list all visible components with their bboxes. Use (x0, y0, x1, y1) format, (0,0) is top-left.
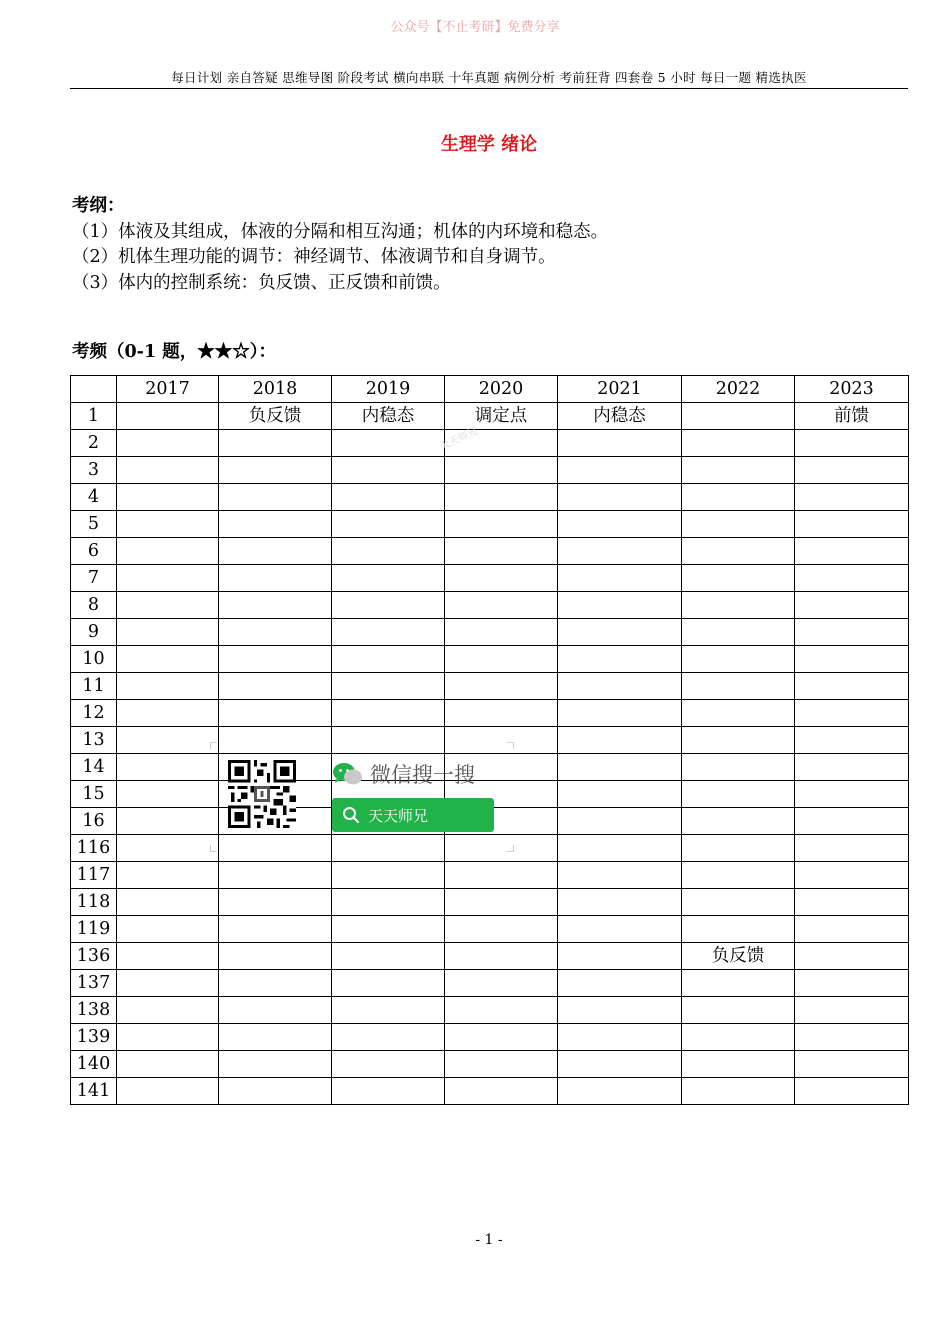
table-cell (332, 565, 445, 592)
table-row (71, 646, 909, 673)
table-cell (795, 889, 909, 916)
question-number-cell: 3 (71, 457, 117, 484)
table-cell (558, 1024, 682, 1051)
table-cell (332, 943, 445, 970)
table-cell (795, 835, 909, 862)
table-cell (682, 592, 795, 619)
page-title: 生理学 绪论 (440, 134, 538, 155)
table-cell (219, 484, 332, 511)
header-corner-cell (71, 376, 117, 403)
table-cell (219, 943, 332, 970)
year-header-cell: 2020 (445, 376, 558, 403)
question-number-cell: 137 (71, 970, 117, 997)
table-cell (117, 403, 219, 430)
table-cell (219, 970, 332, 997)
table-cell (795, 997, 909, 1024)
table-cell (558, 673, 682, 700)
table-cell (117, 916, 219, 943)
table-cell (682, 916, 795, 943)
syllabus-item: （1）体液及其组成，体液的分隔和相互沟通；机体的内环境和稳态。 (72, 221, 609, 242)
table-cell (795, 646, 909, 673)
table-cell (795, 943, 909, 970)
table-cell (332, 700, 445, 727)
table-cell (332, 646, 445, 673)
table-cell (795, 970, 909, 997)
table-row (71, 403, 909, 430)
table-cell (219, 592, 332, 619)
table-cell (558, 997, 682, 1024)
table-cell: 负反馈 (219, 403, 332, 430)
frequency-label: 考频（0-1 题，★★☆）： (72, 342, 276, 362)
table-cell (117, 970, 219, 997)
table-cell (332, 889, 445, 916)
table-cell (219, 565, 332, 592)
table-row (71, 1078, 909, 1105)
table-row (71, 565, 909, 592)
table-cell (795, 808, 909, 835)
table-cell (682, 727, 795, 754)
table-cell (445, 592, 558, 619)
table-cell (445, 565, 558, 592)
table-cell (117, 511, 219, 538)
table-row (71, 1051, 909, 1078)
search-icon (342, 806, 360, 824)
year-header-cell: 2018 (219, 376, 332, 403)
table-cell (219, 511, 332, 538)
table-cell (795, 1024, 909, 1051)
table-cell (445, 916, 558, 943)
table-cell (795, 565, 909, 592)
question-number-cell: 117 (71, 862, 117, 889)
table-cell (117, 592, 219, 619)
question-number-cell: 6 (71, 538, 117, 565)
table-cell: 内稳态 (332, 403, 445, 430)
table-cell (117, 1051, 219, 1078)
wechat-search-text: 微信搜一搜 (370, 763, 475, 787)
table-cell (117, 484, 219, 511)
table-cell (795, 916, 909, 943)
table-cell (558, 592, 682, 619)
table-cell (332, 511, 445, 538)
table-cell (332, 997, 445, 1024)
question-number-cell: 116 (71, 835, 117, 862)
table-cell (219, 673, 332, 700)
table-cell (558, 1051, 682, 1078)
table-row (71, 673, 909, 700)
table-cell (219, 646, 332, 673)
table-cell (219, 700, 332, 727)
table-cell (682, 430, 795, 457)
table-cell (445, 1078, 558, 1105)
table-cell (682, 673, 795, 700)
table-cell (558, 916, 682, 943)
question-number-cell: 8 (71, 592, 117, 619)
table-cell (445, 484, 558, 511)
table-cell (332, 484, 445, 511)
table-cell (117, 700, 219, 727)
header-links: 每日计划 亲自答疑 思维导图 阶段考试 横向串联 十年真题 病例分析 考前狂背 四套卷 5 小时 每日一题 精选执医 (171, 70, 807, 85)
table-header-row (71, 376, 909, 403)
table-cell (682, 619, 795, 646)
question-number-cell: 11 (71, 673, 117, 700)
table-cell (682, 754, 795, 781)
table-cell (558, 754, 682, 781)
table-cell (445, 1051, 558, 1078)
table-cell (682, 1024, 795, 1051)
corner-mark (507, 845, 514, 852)
table-row (71, 457, 909, 484)
table-cell (117, 754, 219, 781)
table-cell (558, 808, 682, 835)
table-cell (117, 673, 219, 700)
table-cell (445, 1024, 558, 1051)
question-number-cell: 2 (71, 430, 117, 457)
table-row (71, 700, 909, 727)
table-cell (558, 862, 682, 889)
table-cell (558, 889, 682, 916)
question-number-cell: 7 (71, 565, 117, 592)
table-cell (558, 943, 682, 970)
table-cell (558, 538, 682, 565)
year-header-cell: 2017 (117, 376, 219, 403)
table-cell (219, 430, 332, 457)
search-button[interactable] (332, 798, 494, 832)
table-row (71, 970, 909, 997)
table-cell (795, 673, 909, 700)
wechat-icon (332, 762, 364, 786)
table-row (71, 916, 909, 943)
table-cell (117, 862, 219, 889)
table-row (71, 943, 909, 970)
table-cell (332, 430, 445, 457)
table-cell (558, 646, 682, 673)
table-cell (795, 781, 909, 808)
table-cell (795, 1051, 909, 1078)
table-cell (795, 754, 909, 781)
question-number-cell: 140 (71, 1051, 117, 1078)
syllabus-item: （2）机体生理功能的调节：神经调节、体液调节和自身调节。 (72, 247, 556, 267)
table-cell (117, 430, 219, 457)
table-cell (795, 430, 909, 457)
question-number-cell: 118 (71, 889, 117, 916)
question-number-cell: 136 (71, 943, 117, 970)
table-cell (558, 430, 682, 457)
question-number-cell: 141 (71, 1078, 117, 1105)
question-number-cell: 5 (71, 511, 117, 538)
table-cell (445, 889, 558, 916)
table-cell (445, 457, 558, 484)
faint-stamp: 天天师兄 (438, 425, 480, 453)
table-cell (682, 403, 795, 430)
table-cell (117, 943, 219, 970)
table-cell (795, 511, 909, 538)
table-cell (682, 835, 795, 862)
table-cell (117, 565, 219, 592)
table-cell (682, 970, 795, 997)
table-cell (795, 727, 909, 754)
question-number-cell: 138 (71, 997, 117, 1024)
table-cell (445, 862, 558, 889)
table-cell (682, 1051, 795, 1078)
question-number-cell: 4 (71, 484, 117, 511)
table-cell: 调定点 (445, 403, 558, 430)
top-watermark: 公众号【不止考研】免费分享 (390, 20, 560, 35)
table-cell (682, 457, 795, 484)
table-cell (682, 997, 795, 1024)
question-number-cell: 13 (71, 727, 117, 754)
table-cell (445, 970, 558, 997)
table-cell (219, 862, 332, 889)
corner-mark (507, 742, 514, 749)
year-header-cell: 2019 (332, 376, 445, 403)
table-cell (682, 646, 795, 673)
table-row (71, 592, 909, 619)
table-cell (445, 538, 558, 565)
table-cell: 内稳态 (558, 403, 682, 430)
table-cell (219, 619, 332, 646)
frequency-table (70, 375, 909, 1105)
question-number-cell: 9 (71, 619, 117, 646)
table-cell (117, 889, 219, 916)
table-cell (558, 484, 682, 511)
header-rule (70, 88, 908, 89)
table-cell (332, 970, 445, 997)
table-cell (332, 1024, 445, 1051)
question-number-cell: 119 (71, 916, 117, 943)
corner-mark (210, 845, 217, 852)
table-cell (332, 1078, 445, 1105)
table-cell (795, 592, 909, 619)
table-cell (445, 511, 558, 538)
table-cell (558, 835, 682, 862)
table-cell (682, 781, 795, 808)
table-cell (558, 619, 682, 646)
table-cell (795, 862, 909, 889)
table-cell (219, 916, 332, 943)
table-row (71, 862, 909, 889)
table-cell (682, 484, 795, 511)
table-cell: 负反馈 (682, 943, 795, 970)
table-cell (117, 619, 219, 646)
table-cell (332, 538, 445, 565)
table-cell (117, 781, 219, 808)
year-header-cell: 2022 (682, 376, 795, 403)
table-cell (332, 673, 445, 700)
table-cell (117, 457, 219, 484)
table-row (71, 511, 909, 538)
table-cell: 前馈 (795, 403, 909, 430)
question-number-cell: 1 (71, 403, 117, 430)
table-cell (332, 619, 445, 646)
qr-code-icon[interactable] (228, 760, 296, 828)
table-cell (332, 457, 445, 484)
table-cell (332, 592, 445, 619)
question-number-cell: 139 (71, 1024, 117, 1051)
search-button-label: 天天师兄 (368, 806, 429, 825)
table-cell (117, 646, 219, 673)
year-header-cell: 2021 (558, 376, 682, 403)
year-header-cell: 2023 (795, 376, 909, 403)
table-cell (682, 808, 795, 835)
table-cell (795, 619, 909, 646)
table-cell (795, 457, 909, 484)
table-cell (795, 1078, 909, 1105)
table-cell (332, 1051, 445, 1078)
table-cell (558, 727, 682, 754)
table-cell (682, 565, 795, 592)
table-row (71, 997, 909, 1024)
table-cell (795, 700, 909, 727)
question-number-cell: 15 (71, 781, 117, 808)
table-cell (558, 700, 682, 727)
table-cell (117, 1078, 219, 1105)
table-cell (445, 646, 558, 673)
table-cell (445, 943, 558, 970)
corner-mark (210, 742, 217, 749)
table-cell (795, 484, 909, 511)
table-header (71, 376, 909, 403)
table-cell (795, 538, 909, 565)
syllabus-label: 考纲： (72, 196, 125, 216)
wechat-search-overlay[interactable] (210, 742, 514, 852)
wechat-search-label (332, 759, 475, 789)
syllabus (72, 194, 608, 296)
table-cell (117, 727, 219, 754)
table-cell (445, 619, 558, 646)
table-row (71, 484, 909, 511)
table-row (71, 619, 909, 646)
table-cell (117, 1024, 219, 1051)
table-cell (682, 511, 795, 538)
table-cell (219, 1024, 332, 1051)
table-row (71, 889, 909, 916)
table-cell (219, 1078, 332, 1105)
table-cell (117, 835, 219, 862)
table-cell (219, 997, 332, 1024)
table-cell (219, 538, 332, 565)
table-cell (219, 1051, 332, 1078)
question-number-cell: 14 (71, 754, 117, 781)
table-cell (117, 808, 219, 835)
table-cell (558, 511, 682, 538)
table-cell (682, 1078, 795, 1105)
table-cell (682, 889, 795, 916)
table-cell (558, 457, 682, 484)
syllabus-item: （3）体内的控制系统：负反馈、正反馈和前馈。 (72, 272, 451, 293)
table-cell (682, 700, 795, 727)
table-cell (332, 916, 445, 943)
table-cell (682, 862, 795, 889)
table-cell (558, 970, 682, 997)
table-cell (117, 997, 219, 1024)
table-cell (445, 673, 558, 700)
question-number-cell: 10 (71, 646, 117, 673)
table-cell (117, 538, 219, 565)
page-number: - 1 - (475, 1232, 503, 1248)
table-cell (445, 997, 558, 1024)
table-cell (558, 1078, 682, 1105)
question-number-cell: 12 (71, 700, 117, 727)
table-cell (558, 781, 682, 808)
table-cell (445, 700, 558, 727)
table-row (71, 1024, 909, 1051)
table-cell (682, 538, 795, 565)
table-cell (558, 565, 682, 592)
table-row (71, 538, 909, 565)
table-row (71, 430, 909, 457)
table-cell (332, 862, 445, 889)
table-cell (219, 889, 332, 916)
table-cell (219, 457, 332, 484)
question-number-cell: 16 (71, 808, 117, 835)
